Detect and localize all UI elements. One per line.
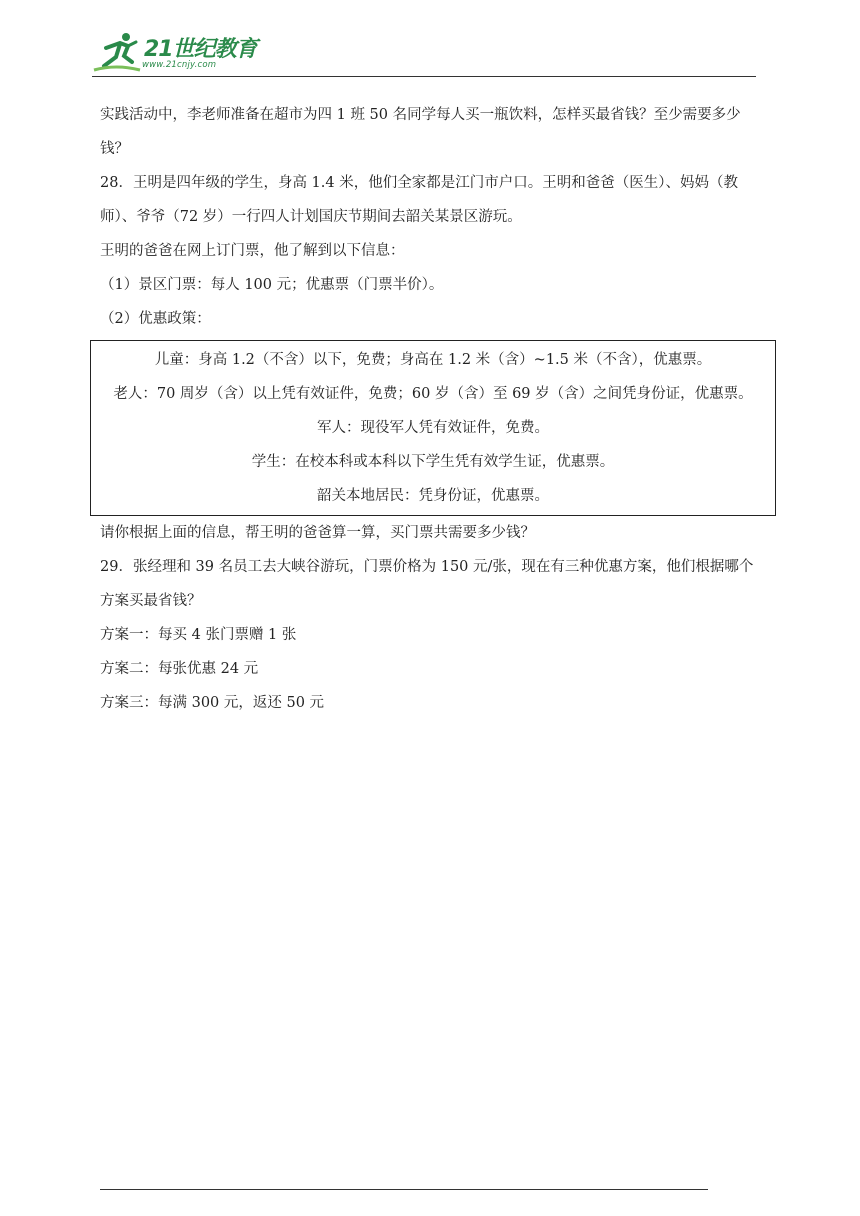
- plan-item: 方案一：每买 4 张门票赠 1 张: [100, 627, 297, 643]
- policy-item: 儿童：身高 1.2（不含）以下，免费；身高在 1.2 米（含）~1.5 米（不含），优惠票。: [154, 352, 712, 368]
- policy-item: 军人：现役军人凭有效证件，免费。: [317, 420, 549, 436]
- plan-item: 方案三：每满 300 元，返还 50 元: [100, 695, 325, 711]
- logo-url: www.21cnjy.com: [142, 60, 217, 70]
- text-line: 请你根据上面的信息，帮王明的爸爸算一算，买门票共需要多少钱？: [100, 525, 535, 541]
- ticket-price-line: （1）景区门票：每人 100 元；优惠票（门票半价）。: [100, 277, 444, 293]
- text-line: 方案买最省钱？: [100, 593, 202, 609]
- runner-logo-icon: [92, 30, 142, 76]
- footer-divider: [100, 1189, 708, 1190]
- text-line: 王明的爸爸在网上订门票，他了解到以下信息：: [100, 243, 405, 259]
- header-divider: [92, 76, 756, 77]
- text-line: 师）、爷爷（72 岁）一行四人计划国庆节期间去韶关某景区游玩。: [100, 209, 522, 225]
- policy-item: 学生：在校本科或本科以下学生凭有效学生证，优惠票。: [251, 454, 615, 470]
- text-line: 钱？: [100, 141, 129, 157]
- question-29-line: 29．张经理和 39 名员工去大峡谷游玩，门票价格为 150 元/张，现在有三种优惠方案，他们根据哪个: [100, 559, 754, 575]
- page-header: [92, 30, 756, 78]
- policy-heading: （2）优惠政策：: [100, 311, 211, 327]
- document-body: [100, 98, 766, 720]
- logo: [92, 30, 262, 76]
- policy-box: [90, 340, 776, 516]
- policy-item: 老人：70 周岁（含）以上凭有效证件，免费；60 岁（含）至 69 岁（含）之间凭身份证，优惠票。: [113, 386, 753, 402]
- plan-item: 方案二：每张优惠 24 元: [100, 661, 259, 677]
- logo-text: 21世纪教育: [144, 37, 257, 62]
- question-28-line: 28．王明是四年级的学生，身高 1.4 米，他们全家都是江门市户口。王明和爸爸（医生）、妈妈（教: [100, 175, 738, 191]
- text-line: 实践活动中，李老师准备在超市为四 1 班 50 名同学每人买一瓶饮料，怎样买最省钱？至少需要多少: [100, 107, 741, 123]
- policy-item: 韶关本地居民：凭身份证，优惠票。: [317, 488, 549, 504]
